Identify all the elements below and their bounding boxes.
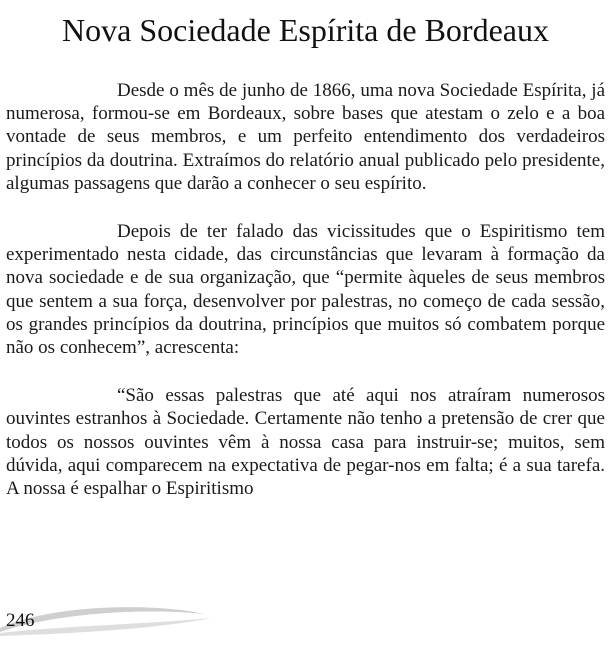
body-text: [6, 79, 605, 500]
paragraph-1: Desde o mês de junho de 1866, uma nova Sociedade Espírita, já numerosa, formou-se em Bordeaux, sobre bases que atestam o zelo e a boa vontade de seus membros, e um perfeito entendimento dos verdadeiros princípios da doutrina. Extraímos do relatório anual publicado pelo presidente, algumas passagens que darão a conhecer o seu espírito.: [6, 80, 605, 194]
page-title: Nova Sociedade Espírita de Bordeaux: [62, 12, 549, 48]
page-number: 246: [6, 610, 35, 631]
paragraph-3: “São essas palestras que até aqui nos atraíram numerosos ouvintes estranhos à Sociedade. Certamente não tenho a pretensão de crer que todos os nossos ouvintes vêm à nossa casa para instruir-se; muitos, sem dúvida, aqui comparecem na expectativa de pegar-nos em falta; é a sua tarefa. A nossa é espalhar o Espiritismo: [6, 385, 605, 500]
paragraph-2: Depois de ter falado das vicissitudes que o Espiritismo tem experimentado nesta cidade, das circunstâncias que levaram à formação da nova sociedade e de sua organização, que “permite àqueles de seus membros que sentem a sua força, desenvolver por palestras, no começo de cada sessão, os grandes princípios da doutrina, princípios que muitos só combatem porque não os conhecem”, acrescenta:: [6, 221, 605, 359]
decorative-swoosh-icon: [0, 600, 230, 640]
page-footer: [0, 600, 611, 645]
